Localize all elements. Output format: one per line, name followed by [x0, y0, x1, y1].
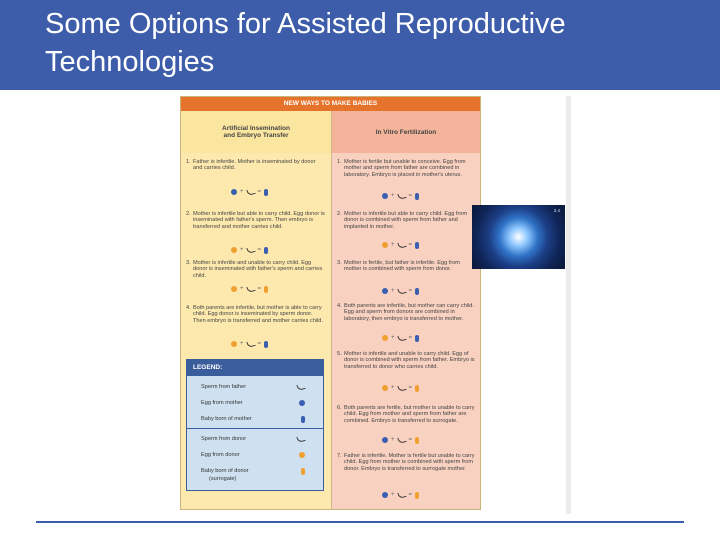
- egg-donor-icon: [231, 247, 237, 253]
- legend: [186, 359, 324, 491]
- equation: + =: [382, 240, 419, 250]
- sun-image-label: 2.4: [553, 208, 560, 213]
- right-heading: In Vitro Fertilization: [375, 128, 437, 136]
- sperm-father-icon: [246, 285, 255, 293]
- left-heading-line-2: and Embryo Transfer: [223, 132, 289, 139]
- baby-donor-icon: [264, 286, 268, 293]
- egg-mother-icon: [382, 437, 388, 443]
- baby-mother-icon: [415, 242, 419, 249]
- equation: + =: [382, 435, 419, 445]
- equation: + =: [382, 333, 419, 343]
- equation: + =: [231, 187, 268, 197]
- sperm-donor-icon: [397, 287, 406, 295]
- baby-mother-icon: [415, 288, 419, 295]
- legend-row: Baby born of donor: [201, 468, 311, 475]
- left-heading-line-1: Artificial Insemination: [222, 125, 290, 132]
- egg-donor-icon: [382, 335, 388, 341]
- figure-header: NEW WAYS TO MAKE BABIES: [181, 97, 480, 111]
- sperm-father-icon: [397, 436, 406, 444]
- baby-donor-icon: [415, 385, 419, 392]
- legend-row: Sperm from father: [201, 384, 311, 391]
- baby-mother-icon: [264, 247, 268, 254]
- baby-donor-icon: [415, 492, 419, 499]
- left-column: 1. Father is infertile. Mother is inseminated by donor and carries child. + = 2. Mother is infertile but able to carry child. Egg donor is inseminated with father's sperm. Then embryo is transferred and mother carries child. + = 3. Mother is infertile and unable to carry child. Egg donor is inseminated with father's sperm and carries child. + = 4. Both parents are infertile, but mother is able to carry child. Egg donor is inseminated by sperm donor. Then embryo is transferred and mother carries child. + = LEGEND: Sperm from father Egg from mother Baby born of mother Sperm from donor Egg from donor Baby born of donor (surrogate): [181, 153, 331, 510]
- baby-donor-icon: [415, 437, 419, 444]
- baby-mother-icon: [264, 341, 268, 348]
- sperm-donor-icon: [397, 334, 406, 342]
- equation: + =: [382, 383, 419, 393]
- sperm-father-icon: [397, 241, 406, 249]
- legend-divider: [187, 428, 323, 429]
- legend-row-note: (surrogate): [209, 476, 237, 482]
- equation: + =: [231, 245, 268, 255]
- page-shadow: [566, 96, 571, 514]
- legend-row: Egg from mother: [201, 400, 311, 407]
- sperm-donor-icon: [397, 491, 406, 499]
- equation: + =: [231, 284, 268, 294]
- baby-donor-icon: [301, 468, 305, 475]
- baby-mother-icon: [415, 335, 419, 342]
- egg-mother-icon: [299, 400, 305, 406]
- title-bar: [0, 0, 720, 90]
- slide-title-line-1: Some Options for Assisted Reproductive: [45, 8, 566, 40]
- left-column-heading: [181, 111, 331, 153]
- baby-mother-icon: [415, 193, 419, 200]
- bottom-divider: [36, 521, 684, 523]
- sperm-donor-icon: [246, 340, 255, 348]
- sperm-donor-icon: [296, 435, 305, 443]
- sperm-father-icon: [246, 246, 255, 254]
- egg-mother-icon: [382, 492, 388, 498]
- legend-row: Baby born of mother: [201, 416, 311, 423]
- assisted-reproduction-figure: [180, 96, 481, 510]
- equation: + =: [382, 490, 419, 500]
- sperm-father-icon: [397, 384, 406, 392]
- slide-title-line-2: Technologies: [45, 46, 215, 78]
- sperm-donor-icon: [246, 188, 255, 196]
- sperm-father-icon: [397, 192, 406, 200]
- right-column-heading: [332, 111, 480, 153]
- sperm-father-icon: [296, 383, 305, 391]
- egg-donor-icon: [231, 341, 237, 347]
- legend-row: Egg from donor: [201, 452, 311, 459]
- egg-mother-icon: [231, 189, 237, 195]
- equation: + =: [382, 191, 419, 201]
- egg-donor-icon: [299, 452, 305, 458]
- egg-donor-icon: [382, 385, 388, 391]
- equation: + =: [231, 339, 268, 349]
- legend-row: Sperm from donor: [201, 436, 311, 443]
- egg-mother-icon: [382, 193, 388, 199]
- baby-mother-icon: [264, 189, 268, 196]
- sun-image: [472, 205, 565, 269]
- baby-mother-icon: [301, 416, 305, 423]
- equation: + =: [382, 286, 419, 296]
- legend-title: LEGEND:: [187, 360, 323, 376]
- egg-donor-icon: [382, 242, 388, 248]
- egg-donor-icon: [231, 286, 237, 292]
- right-column: 1. Mother is fertile but unable to conceive. Egg from mother and sperm from father are combined in laboratory. Embryo is placed in mother's uterus. + = 2. Mother is infertile but able to carry child. Egg from donor is combined with sperm from father and implanted in mother. + = 3. Mother is fertile, but father is infertile. Egg from mother is combined with sperm from donor. + = 4. Both parents are infertile, but mother can carry child. Egg and sperm from donors are combined in laboratory, then embryo is transferred to mother. + = 5. Mother is infertile and unable to carry child. Egg of donor is combined with sperm from father. Embryo is transferred to donor who carries child. + = 6. Both parents are fertile, but mother is unable to carry child. Egg from mother and sperm from father are combined. Embryo is transferred to surrogate. + = 7. Father is infertile. Mother is fertile but unable to carry child. Egg from mother is combined with sperm from donor. Embryo is transferred to surrogate mother. + =: [332, 153, 480, 510]
- egg-mother-icon: [382, 288, 388, 294]
